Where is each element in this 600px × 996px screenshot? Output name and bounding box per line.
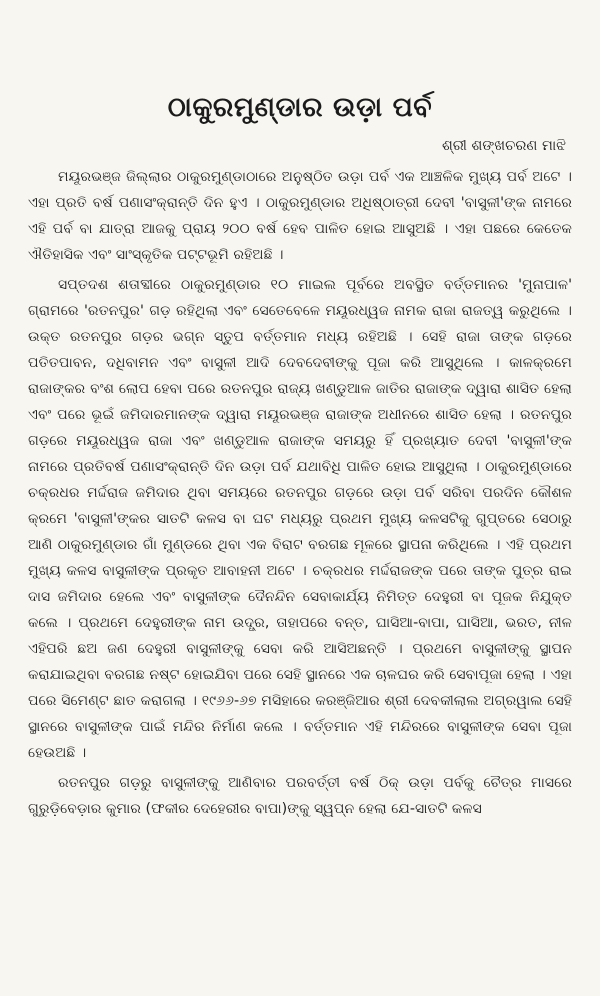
paragraph-2: ସପ୍ତଦଶ ଶତାବ୍ଦୀରେ ଠାକୁରମୁଣ୍ଡାର ୧୦ ମାଇଲ ପୂର୍ବରେ ଅବସ୍ଥିତ ବର୍ତ୍ତମାନର 'ମୁନାପାଳ' ଗ୍ରାମରେ 'ରତନପୁର' ଗଡ଼ ରହିଥିଲା ଏବଂ ସେତେବେଳେ ମୟୂରଧ୍ୱଜ ନାମକ ରାଜା ରାଜତ୍ୱ କରୁଥିଲେ । ଉକ୍ତ ରତନପୁର ଗଡ଼ର ଭଗ୍ନ ସ୍ତୁପ ବର୍ତ୍ତମାନ ମଧ୍ୟ ରହିଅଛି । ସେହି ରାଜା ତାଙ୍କ ଗଡ଼ରେ ପତିତପାବନ, ଦଧିବାମନ ଏବଂ ବାସୁଳୀ ଆଦି ଦେବଦେବୀଙ୍କୁ ପୂଜା କରି ଆସୁଥିଲେ । କାଳକ୍ରମେ ରାଜାଙ୍କର ବଂଶ ଲୋପ ହେବା ପରେ ରତନପୁର ରାଜ୍ୟ ଖଣ୍ଡୁଆଳ ଜାତିର ରାଜାଙ୍କ ଦ୍ୱାରା ଶାସିତ ହେଲା ଏବଂ ପରେ ଭୂଇଁ ଜମିଦାରମାନଙ୍କ ଦ୍ୱାରା ମୟୂରଭଞ୍ଜ ରାଜାଙ୍କ ଅଧୀନରେ ଶାସିତ ହେଲା । ରତନପୁର ଗଡ଼ରେ ମୟୂରଧ୍ୱଜ ରାଜା ଏବଂ ଖଣ୍ଡୁଆଳ ରାଜାଙ୍କ ସମୟରୁ ହିଁ ପ୍ରଖ୍ୟାତ ଦେବୀ 'ବାସୁଳୀ'ଙ୍କ ନାମରେ ପ୍ରତିବର୍ଷ ପଣାସଂକ୍ରାନ୍ତି ଦିନ ଉଡ଼ା ପର୍ବ ଯଥାବିଧି ପାଳିତ ହୋଇ ଆସୁଥିଲା । ଠାକୁରମୁଣ୍ଡାରେ ଚକ୍ରଧର ମର୍ଦ୍ଦରାଜ ଜମିଦାର ଥିବା ସମୟରେ ରତନପୁର ଗଡ଼ରେ ଉଡ଼ା ପର୍ବ ସରିବା ପରଦିନ କୌଶଳ କ୍ରମେ 'ବାସୁଳୀ'ଙ୍କର ସାତଟି କଳସ ବା ଘଟ ମଧ୍ୟରୁ ପ୍ରଥମ ମୁଖ୍ୟ କଳସଟିକୁ ଗୁପ୍ତରେ ସେଠାରୁ ଆଣି ଠାକୁରମୁଣ୍ଡାର ଗାଁ ମୁଣ୍ଡରେ ଥିବା ଏକ ବିରାଟ ବରଗଛ ମୂଳରେ ସ୍ଥାପନା କରିଥିଲେ । ଏହି ପ୍ରଥମ ମୁଖ୍ୟ କଳସ ବାସୁଳୀଙ୍କ ପ୍ରକୃତ ଆବାହନୀ ଅଟେ । ଚକ୍ରଧର ମର୍ଦ୍ଦରାଜଙ୍କ ପରେ ତାଙ୍କ ପୁତ୍ର ରାଇ ଦାସ ଜମିଦାର ହେଲେ ଏବଂ ବାସୁଳୀଙ୍କ ଦୈନନ୍ଦିନ ସେବାକାର୍ଯ୍ୟ ନିମିତ୍ତ ଦେହୁରୀ ବା ପୂଜକ ନିଯୁକ୍ତ କଲେ । ପ୍ରଥମେ ଦେହୁରୀଙ୍କ ନାମ ଉଦ୍ଧ୍ର, ତାହାପରେ ବନ୍ତ, ଘାସିଆ-ବାପା, ଘାସିଆ, ଭରତ, ନୀଳ ଏହିପରି ଛଅ ଜଣ ଦେହୁରୀ ବାସୁଳୀଙ୍କୁ ସେବା କରି ଆସିଅଛନ୍ତି । ପ୍ରଥମେ ବାସୁଳୀଙ୍କୁ ସ୍ଥାପନ କରାଯାଇଥିବା ବରଗଛ ନଷ୍ଟ ହୋଇଯିବା ପରେ ସେହି ସ୍ଥାନରେ ଏକ ଚାଳଘର କରି ସେବାପୂଜା ହେଲା । ଏହା ପରେ ସିମେଣ୍ଟ ଛାତ କରାଗଲା । ୧୯୬୬-୬୭ ମସିହାରେ କରଞ୍ଜିଆର ଶ୍ରୀ ଦେବକୀଲାଲ ଅଗ୍ରୱାଲ ସେହି ସ୍ଥାନରେ ବାସୁଳୀଙ୍କ ପାଇଁ ମନ୍ଦିର ନିର୍ମାଣ କଲେ । ବର୍ତ୍ତମାନ ଏହି ମନ୍ଦିରରେ ବାସୁଳୀଙ୍କ ସେବା ପୂଜା ହେଉଅଛି । [28, 277, 572, 761]
paragraph-3: ରତନପୁର ଗଡ଼ରୁ ବାସୁଳୀଙ୍କୁ ଆଣିବାର ପରବର୍ତ୍ତୀ ବର୍ଷ ଠିକ୍ ଉଡ଼ା ପର୍ବକୁ ଚୈତ୍ର ମାସରେ ଗୁରୁଡ଼ିବେଡ଼ାର କୁମାର (ଫକୀର ଦେହେରୀର ବାପା)ଙ୍କୁ ସ୍ୱପ୍ନ ହେଲା ଯେ-ସାତଟି କଳସ [28, 775, 572, 817]
paragraph-1: ମୟୂରଭଞ୍ଜ ଜିଲ୍ଲାର ଠାକୁରମୁଣ୍ଡାଠାରେ ଅନୁଷ୍ଠିତ ଉଡ଼ା ପର୍ବ ଏକ ଆଞ୍ଚଳିକ ମୁଖ୍ୟ ପର୍ବ ଅଟେ । ଏହା ପ୍ରତି ବର୍ଷ ପଣାସଂକ୍ରାନ୍ତି ଦିନ ହୁଏ । ଠାକୁରମୁଣ୍ଡାର ଅଧିଷ୍ଠାତ୍ରୀ ଦେବୀ 'ବାସୁଳୀ'ଙ୍କ ନାମରେ ଏହି ପର୍ବ ବା ଯାତ୍ରା ଆଜକୁ ପ୍ରାୟ ୨୦୦ ବର୍ଷ ହେବ ପାଳିତ ହୋଇ ଆସୁଅଛି । ଏହା ପଛରେ କେତେକ ଐତିହାସିକ ଏବଂ ସାଂସ୍କୃତିକ ପଟ୍ଟଭୂମି ରହିଅଛି । [28, 169, 572, 263]
article-author: ଶ୍ରୀ ଶଙ୍ଖଚରଣ ମାଝି [441, 138, 566, 154]
article-title: ଠାକୁରମୁଣ୍ଡାର ଉଡ଼ା ପର୍ବ [167, 92, 433, 123]
